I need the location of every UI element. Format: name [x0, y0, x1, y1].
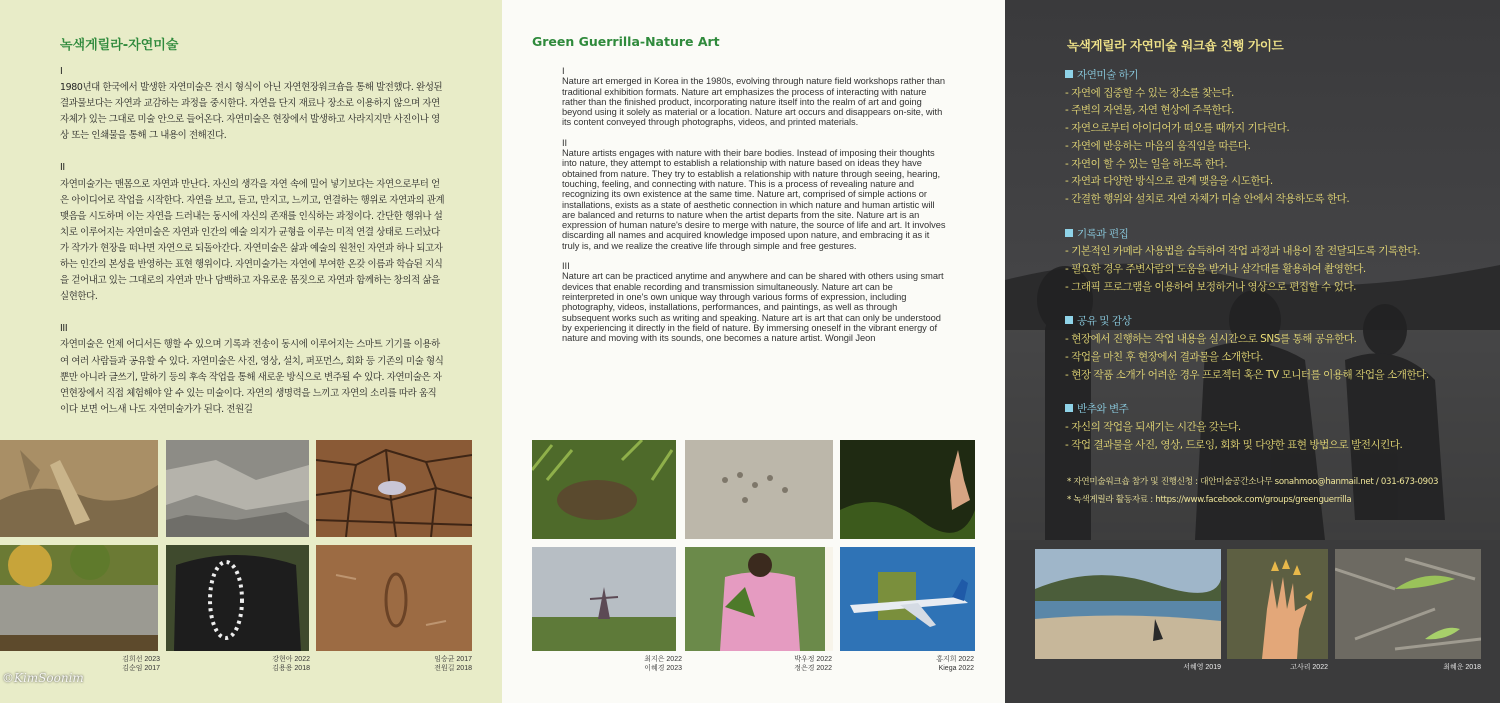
caption-beach: 서혜영 2019 [1183, 664, 1221, 671]
english-section-3 [562, 261, 947, 343]
english-title: Green Guerrilla-Nature Art [532, 34, 720, 49]
section-numeral: II [562, 137, 568, 148]
contact-note: * 자연미술워크숍 참가 및 진행신청 : 대안미술공간소나무 sonahmoo@hanmail.net / 031-673-0903 [1067, 477, 1439, 487]
section-text: 자연미술은 언제 어디서든 행할 수 있으며 기록과 전송이 동시에 이루어지는 스마트 기기를 이용하여 여러 사람들과 공유할 수 있다. 자연미술은 사진, 영상, 설치, 퍼포먼스, 회화 등 기존의 미술 형식뿐만 아니라 글쓰기, 말하기 등의 후속 작업을 통해 새로운 방식으로 변주될 수 있다. 자연미술은 자연현장에서 직접 체험해야 알 수 있는 미술이다. 자연의 생명력을 느끼고 자연의 소리를 따라 움직이다 보면 어느새 나도 자연미술가가 된다. 전원길 [60, 339, 444, 415]
watermark: ©KimSoonim [2, 671, 84, 685]
square-bullet-icon [1065, 404, 1073, 412]
photo-sand-pattern [685, 440, 833, 539]
caption-group-1 [100, 655, 160, 673]
guide-item: - 작업을 마친 후 현장에서 결과물을 소개한다. [1065, 350, 1264, 363]
guide-item: - 현장에서 진행하는 작업 내용을 실시간으로 SNS를 통해 공유한다. [1065, 333, 1357, 346]
photo-person-field [532, 547, 676, 651]
caption-group-6 [922, 655, 974, 673]
guide-item: - 주변의 자연물, 자연 현상에 주목한다. [1065, 104, 1234, 117]
guide-section-1 [1065, 67, 1485, 209]
guide-item: - 자연과 다양한 방식으로 관계 맺음을 시도한다. [1065, 175, 1273, 188]
photo-bamboo-leaves [1335, 549, 1481, 659]
section-text: 자연미술가는 맨몸으로 자연과 만난다. 자신의 생각을 자연 속에 밀어 넣기보다는 자연으로부터 얻은 아이디어로 작업을 시작한다. 자연을 보고, 듣고, 만지고, 느끼고, 연결하는 행위로 자연과의 관계 맺음을 시도하며 이는 자연을 드러내는 동시에 자신의 존재를 인식하는 과정이다. 간단한 행위나 설치로 이루어지는 자연미술은 자연과 인간의 예술 의지가 균형을 이루는 미적 연결 상태로 드러났다가 작가가 현장을 떠나면 자연으로 되돌아간다. 자연미술은 삶과 예술의 원천인 자연과 하나 되고자 하는 인간의 본성을 반영하는 표현 행위이다. 자연미술가는 자연에 부여한 온갖 이름과 학습된 지식을 걷어내고 있는 그대로의 자연과 만나 담백하고 자유로운 몸짓으로 자연과 함께하는 창의적 삶을 실현한다. [60, 178, 445, 303]
heading-text: 반추와 변주 [1077, 403, 1129, 416]
korean-body [60, 64, 445, 434]
caption-line: 박우정 2022 [794, 656, 832, 663]
heading-text: 기록과 편집 [1077, 227, 1129, 240]
guide-item: - 간결한 행위와 설치로 자연 자체가 미술 안에서 작용하도록 한다. [1065, 192, 1350, 205]
square-bullet-icon [1065, 229, 1073, 237]
guide-item: - 자신의 작업을 되새기는 시간을 갖는다. [1065, 420, 1241, 433]
korean-section-1 [60, 64, 445, 144]
caption-leaves: 최혜운 2018 [1443, 664, 1481, 671]
guide-section-2 [1065, 226, 1485, 297]
caption-line: 김순임 2017 [122, 665, 160, 672]
guide-title: 녹색게릴라 자연미술 워크숍 진행 가이드 [1067, 38, 1284, 53]
caption-line: 김희선 2023 [122, 656, 160, 663]
photo-wall-foliage [0, 545, 158, 651]
guide-list [1065, 67, 1485, 471]
caption-line: 최지은 2022 [644, 656, 682, 663]
caption-group-5 [782, 655, 832, 673]
heading-text: 자연미술 하기 [1077, 69, 1139, 81]
caption-line: 이혜경 2023 [644, 665, 682, 672]
guide-item: - 작업 결과물을 사진, 영상, 드로잉, 회화 및 다양한 표현 방법으로 발전시킨다. [1065, 438, 1403, 451]
english-section-2 [562, 138, 947, 251]
square-bullet-icon [1065, 316, 1073, 324]
english-body [562, 66, 947, 353]
caption-line: 홍지희 2022 [936, 656, 974, 663]
guide-item: - 자연에 반응하는 마음의 움직임을 따른다. [1065, 139, 1251, 152]
photo-black-shirt [166, 545, 309, 651]
guide-item: - 현장 작품 소개가 어려운 경우 프로젝터 혹은 TV 모니터를 이용해 작업을 소개한다. [1065, 368, 1429, 381]
photo-soil-marks [316, 545, 472, 651]
korean-title: 녹색게릴라-자연미술 [60, 38, 179, 53]
caption-group-2 [250, 655, 310, 673]
caption-line: 전원길 2018 [434, 665, 472, 672]
guide-item: - 기본적인 카메라 사용법을 습득하여 작업 과정과 내용이 잘 전달되도록 기록한다. [1065, 245, 1420, 258]
section-numeral: I [60, 66, 63, 77]
caption-hand: 고사리 2022 [1290, 664, 1328, 671]
guide-section-heading [1065, 226, 1485, 244]
caption-line: Kiega 2022 [938, 665, 974, 672]
guide-item: - 필요한 경우 주변사람의 도움을 받거나 삼각대를 활용하여 촬영한다. [1065, 263, 1366, 276]
photo-hand-arrows [1227, 549, 1328, 659]
section-text: Nature art can be practiced anytime and anywhere and can be shared with others using smart devices that enable recording and transmission simultaneously. Nature art can be reinterpreted in one's own unique way through various forms of expression, including photography, videos, installations, performances, and paintings, as well as through subsequent works such as writing and speaking. Nature art is art that can only be understood by experiencing it directly in the field of nature. By immersing oneself in the vibrant energy of nature and moving with its sounds, one becomes a nature artist. Wongil Jeon [562, 271, 944, 344]
guide-section-4 [1065, 401, 1485, 454]
photo-airplane [840, 547, 975, 651]
guide-item: - 자연에 집중할 수 있는 장소를 찾는다. [1065, 86, 1234, 99]
heading-text: 공유 및 감상 [1077, 315, 1132, 328]
section-numeral: II [60, 162, 65, 174]
caption-line: 강현아 2022 [272, 656, 310, 663]
guide-item: - 자연으로부터 아이디어가 떠오를 때까지 기다린다. [1065, 122, 1290, 135]
caption-group-3 [412, 655, 472, 673]
guide-item: - 그래픽 프로그램을 이용하여 보정하거나 영상으로 편집할 수 있다. [1065, 280, 1357, 293]
section-numeral: III [562, 261, 570, 272]
caption-line: 임승균 2017 [434, 656, 472, 663]
photo-stone-ledge [0, 440, 158, 537]
caption-group-4 [632, 655, 682, 673]
guide-section-heading [1065, 313, 1485, 331]
korean-section-2 [60, 160, 445, 305]
guide-section-3 [1065, 313, 1485, 384]
section-text: Nature art emerged in Korea in the 1980s, evolving through nature field workshops rather than traditional exhibition formats. Nature art emphasizes the process of interacting with nature rather than the finished product, incorporating nature itself into the realm of art and going beyond using it solely as material or a location. Nature art occurs and disappears on-site, with its content conveyed through photographs, videos, and printed materials. [562, 76, 945, 128]
caption-line: 김용용 2018 [272, 665, 310, 672]
english-panel [502, 0, 1005, 703]
guide-section-heading [1065, 67, 1485, 85]
photo-grass-puddle [532, 440, 676, 539]
section-numeral: III [60, 323, 68, 335]
photo-cracked-earth [316, 440, 472, 537]
square-bullet-icon [1065, 70, 1073, 78]
photo-pink-sweater [685, 547, 833, 651]
guide-panel [1005, 0, 1500, 703]
section-text: 1980년대 한국에서 발생한 자연미술은 전시 형식이 아닌 자연현장워크숍을 통해 발전했다. 완성된 결과물보다는 자연과 교감하는 과정을 중시한다. 자연을 단지 재료나 장소로 이용하지 않으며 자연 자체가 있는 그대로 미술 안으로 들어온다. 자연미술은 현장에서 발생하고 사라지지만 사진이나 영상 또는 인쇄물을 통해 그 내용이 전해진다. [60, 82, 443, 142]
photo-beach [1035, 549, 1221, 659]
english-section-1 [562, 66, 947, 128]
contact-notes [1067, 474, 1438, 509]
section-text: Nature artists engages with nature with their bare bodies. Instead of imposing their thoughts into nature, they attempt to establish a relationship with nature based on ideas they have obtained from nature. They try to establish a relationship with nature through seeing, hearing, touching, feeling, and connecting with nature. This is a process of revealing nature and recognizing its own existence at the same time. Nature art, comprised of simple actions or installations, exists as a state of aesthetic connection in which nature and human artistic will are balanced and returns to nature when the artist departs from the site. Nature art is an expression of human nature's desire to merge with nature, the source of life and art. It involves discarding all names and acquired knowledge imposed upon nature, and embracing it as it truly is, and we realize the creative life through simple and free gestures. [562, 148, 946, 251]
guide-item: - 자연이 할 수 있는 일을 하도록 한다. [1065, 157, 1228, 170]
korean-section-3 [60, 321, 445, 418]
korean-panel [0, 0, 502, 703]
section-numeral: I [562, 66, 565, 76]
facebook-link[interactable]: * 녹색게릴라 활동자료 : https://www.facebook.com/groups/greenguerrilla [1067, 494, 1352, 505]
caption-line: 정은경 2022 [794, 665, 832, 672]
photo-hand-forest [840, 440, 975, 539]
guide-section-heading [1065, 401, 1485, 419]
photo-rock-face [166, 440, 309, 537]
